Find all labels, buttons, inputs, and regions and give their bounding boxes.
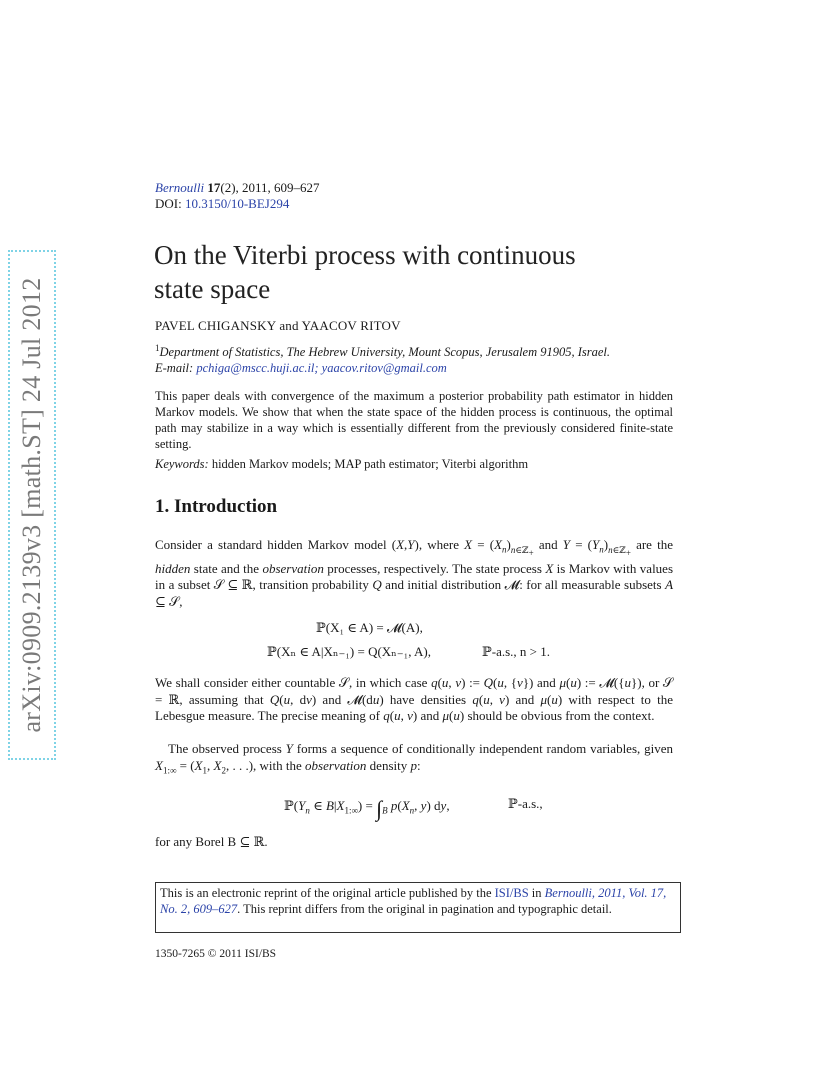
- equation-observation: $ℙ(Y_n$ ∈ $B|X_{1:\infty}) = \int_B$ $p(X_n$, y) dy,: [284, 796, 450, 821]
- authors: PAVEL CHIGANSKY and YAACOV RITOV: [155, 318, 401, 333]
- keywords-label: Keywords:: [155, 457, 209, 471]
- paper-title: [154, 238, 674, 306]
- equation-initial: ℙ(X₁ ∈ A) = 𝓜(A),: [316, 620, 423, 635]
- section-heading: 1. Introduction: [155, 496, 278, 517]
- journal-reference-link[interactable]: Bernoulli, 2011, Vol. 17, No. 2, 609–627: [160, 886, 667, 916]
- doi-label: DOI:: [155, 196, 182, 211]
- reprint-text-1: This is an electronic reprint of the original article published by the: [160, 886, 495, 900]
- reprint-text-2: in: [528, 886, 545, 900]
- journal-issue: (2), 2011, 609–627: [220, 180, 320, 195]
- reprint-text-3: . This reprint differs from the original in pagination and typographic detail.: [237, 901, 612, 916]
- equation-transition: ℙ(Xₙ ∈ A|Xₙ₋₁) = Q(Xₙ₋₁, A),: [267, 644, 431, 659]
- copyright-footer: 1350-7265 © 2011 ISI/BS: [155, 948, 277, 960]
- title-line-2: state space: [154, 274, 271, 304]
- keywords: [155, 457, 528, 472]
- intro-paragraph-3: The observed process Y forms a sequence of conditionally independent random variables, given $X_{1:\infty} = (X_1$, $X_2$, . . .), with the observation density p:: [155, 741, 673, 776]
- email-label: E-mail:: [155, 361, 194, 376]
- journal-name-link[interactable]: Bernoulli: [155, 180, 205, 195]
- abstract: This paper deals with convergence of the maximum a posterior probability path estimator in hidden Markov models. We show that when the state space of the hidden process is continuous, the optimal path may stabilize in a way which is essentially different from the previously considered finite-state setting.: [155, 389, 673, 451]
- keywords-text: hidden Markov models; MAP path estimator; Viterbi algorithm: [211, 457, 529, 471]
- intro-paragraph-2: We shall consider either countable 𝒮, in which case q(u, v) := Q(u, {v}) and μ(u) := 𝓜({u}), or 𝒮 = ℝ, assuming that Q(u, dv) and 𝓜(du) have densities q(u, v) and μ(u) with respect to the Lebesgue measure. The precise meaning of q(u, v) and μ(u) should be obvious from the context.: [155, 675, 674, 723]
- intro-paragraph-1: Consider a standard hidden Markov model (X,Y), where $X = (X_n)_{n\in ℤ_+}$ and $Y = (Y_n)_{n\in ℤ_+}$ are the hidden state and the observation processes, respectively. The state process X is Markov with values in a subset 𝒮 ⊆ ℝ, transition probability Q and initial distribution 𝓜: for all measurable subsets A ⊆ 𝒮,: [155, 537, 674, 609]
- email-links[interactable]: pchiga@mscc.huji.ac.il; yaacov.ritov@gmail.com: [196, 361, 447, 376]
- arxiv-identifier[interactable]: arXiv:0909.2139v3 [math.ST] 24 Jul 2012: [17, 277, 46, 733]
- equation-transition-condition: ℙ-a.s., n > 1.: [482, 644, 551, 659]
- isi-bs-link[interactable]: ISI/BS: [494, 886, 529, 900]
- affiliation-mark: 1: [155, 343, 160, 353]
- title-line-1: On the Viterbi process with continuous: [154, 240, 576, 270]
- affiliation: [155, 340, 675, 376]
- doi-link[interactable]: 10.3150/10-BEJ294: [184, 196, 290, 211]
- affiliation-text: Department of Statistics, The Hebrew University, Mount Scopus, Jerusalem 91905, Israel.: [159, 345, 611, 360]
- equation-observation-condition: ℙ-a.s.,: [508, 796, 543, 811]
- journal-header: [155, 180, 320, 212]
- reprint-notice: [155, 882, 681, 933]
- journal-volume: 17: [207, 180, 221, 195]
- intro-paragraph-end: for any Borel B ⊆ ℝ.: [155, 834, 268, 849]
